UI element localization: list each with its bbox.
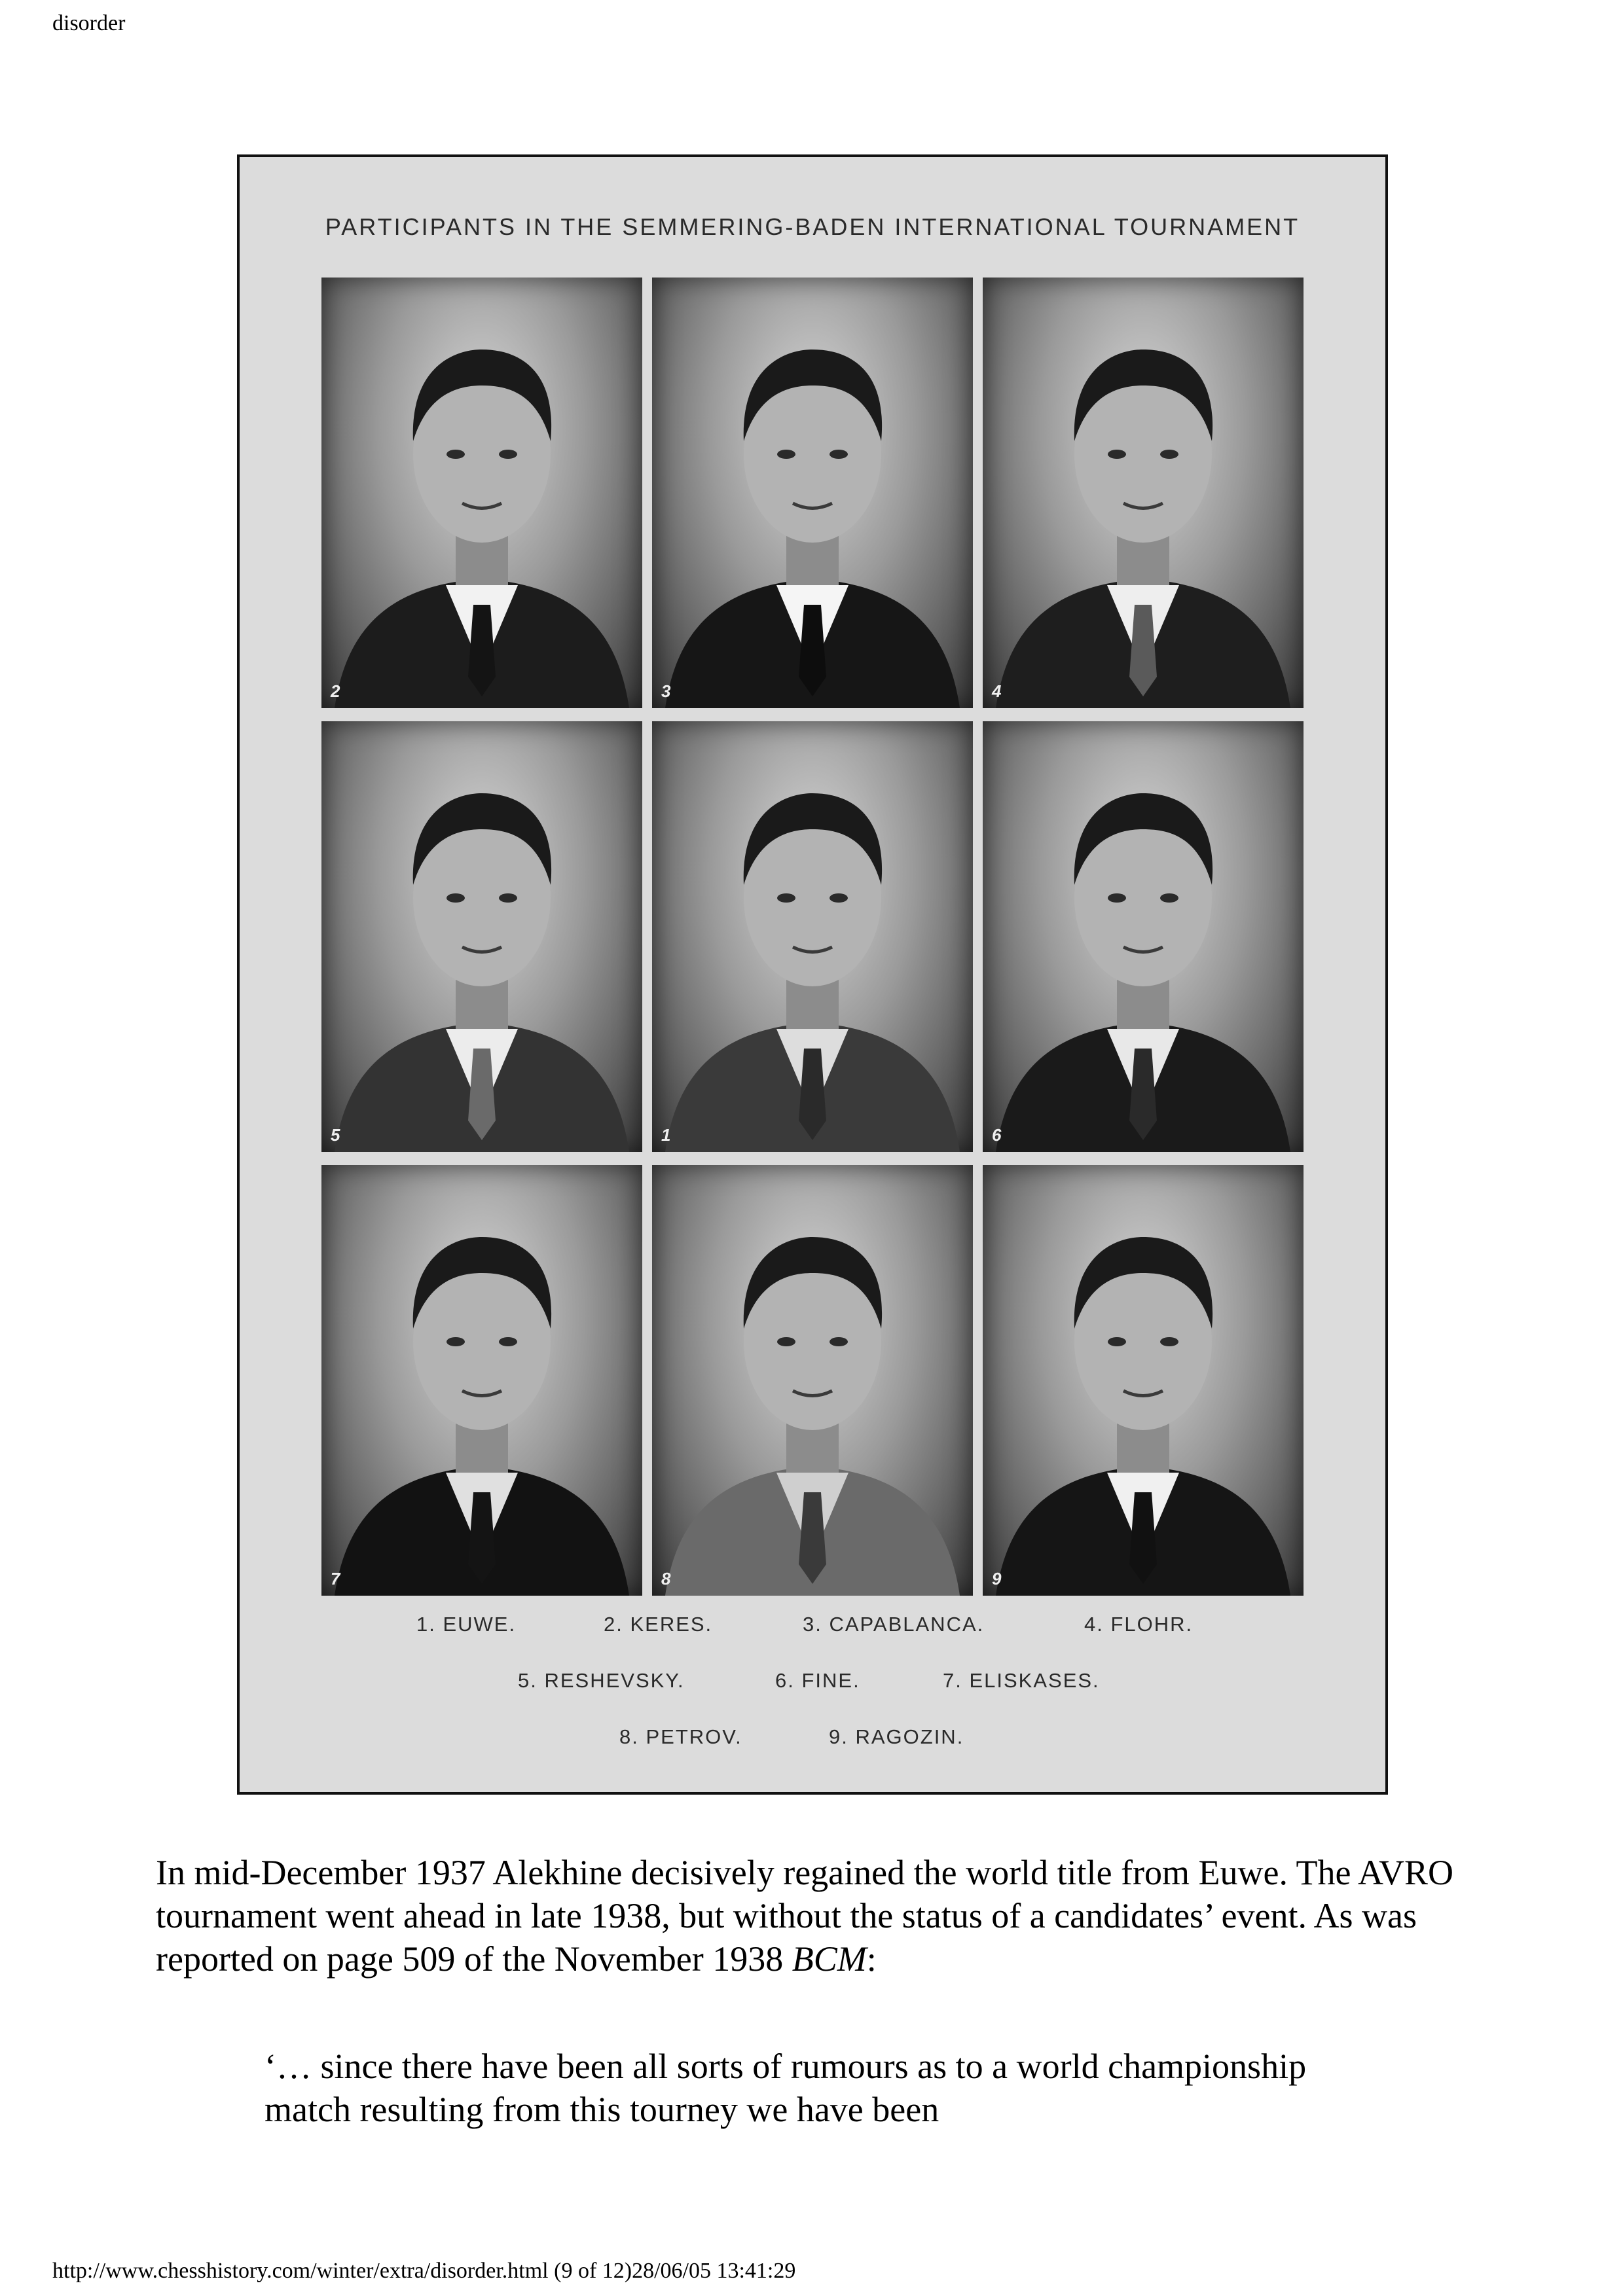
block-quote: ‘… since there have been all sorts of rumours as to a world championship match resulting from this tourney we have been	[264, 2047, 1307, 2129]
tournament-photo-figure	[237, 154, 1388, 1795]
eye-shape	[777, 1337, 795, 1346]
eye-shape	[447, 450, 465, 459]
portrait-photo	[321, 1165, 642, 1596]
eye-shape	[1108, 893, 1126, 903]
eye-shape	[777, 893, 795, 903]
legend-entry: 5. RESHEVSKY.	[518, 1669, 685, 1692]
body-paragraph-text: In mid-December 1937 Alekhine decisively regained the world title from Euwe. The AVRO tournament went ahead in late 1938, but without the status of a candidates’ event. As was reported on page 509 of the November 1938	[156, 1853, 1453, 1979]
photo-number: 4	[992, 681, 1002, 701]
eye-shape	[1108, 450, 1126, 459]
page-footer-url: http://www.chesshistory.com/winter/extra/disorder.html (9 of 12)28/06/05 13:41:29	[52, 2259, 796, 2283]
eye-shape	[830, 450, 848, 459]
legend-entry: 9. RAGOZIN.	[829, 1725, 964, 1748]
legend-entry: 1. EUWE.	[416, 1613, 517, 1636]
portrait-silhouette	[321, 721, 642, 1152]
photo-number: 2	[331, 681, 340, 701]
photo-number: 6	[992, 1125, 1002, 1145]
figure-caption: PARTICIPANTS IN THE SEMMERING-BADEN INTERNATIONAL TOURNAMENT	[325, 213, 1300, 240]
page-header-title: disorder	[52, 11, 126, 35]
photo-number: 1	[661, 1125, 671, 1145]
photo-number: 7	[331, 1569, 340, 1588]
portrait-photo	[652, 721, 973, 1152]
photo-number: 3	[661, 681, 671, 701]
portrait-silhouette	[321, 1165, 642, 1596]
legend-entry: 2. KERES.	[604, 1613, 713, 1636]
portrait-silhouette	[321, 278, 642, 708]
legend-entry: 8. PETROV.	[619, 1725, 742, 1748]
eye-shape	[1160, 450, 1178, 459]
legend-entry: 4. FLOHR.	[1084, 1613, 1194, 1636]
portrait-grid	[321, 278, 1304, 1596]
eye-shape	[499, 450, 517, 459]
body-paragraph	[156, 1851, 1472, 1981]
portrait-silhouette	[652, 278, 973, 708]
eye-shape	[777, 450, 795, 459]
legend-entry: 3. CAPABLANCA.	[803, 1613, 985, 1636]
eye-shape	[447, 1337, 465, 1346]
portrait-photo	[652, 1165, 973, 1596]
legend-entry: 6. FINE.	[775, 1669, 860, 1692]
photo-number: 9	[992, 1569, 1002, 1588]
eye-shape	[447, 893, 465, 903]
legend-entry: 7. ELISKASES.	[943, 1669, 1100, 1692]
portrait-photo	[321, 278, 642, 708]
portrait-photo	[321, 721, 642, 1152]
body-paragraph-end: :	[866, 1939, 877, 1979]
portrait-silhouette	[652, 1165, 973, 1596]
portrait-photo	[983, 278, 1304, 708]
portrait-silhouette	[983, 1165, 1304, 1596]
bcm-citation: BCM	[792, 1939, 867, 1979]
portrait-photo	[983, 721, 1304, 1152]
portrait-silhouette	[652, 721, 973, 1152]
portrait-photo	[652, 278, 973, 708]
eye-shape	[1108, 1337, 1126, 1346]
eye-shape	[830, 893, 848, 903]
photo-number: 5	[331, 1125, 340, 1145]
portrait-photo	[983, 1165, 1304, 1596]
eye-shape	[1160, 1337, 1178, 1346]
photo-number: 8	[661, 1569, 671, 1588]
portrait-silhouette	[983, 721, 1304, 1152]
eye-shape	[1160, 893, 1178, 903]
portrait-silhouette	[983, 278, 1304, 708]
eye-shape	[830, 1337, 848, 1346]
eye-shape	[499, 1337, 517, 1346]
eye-shape	[499, 893, 517, 903]
